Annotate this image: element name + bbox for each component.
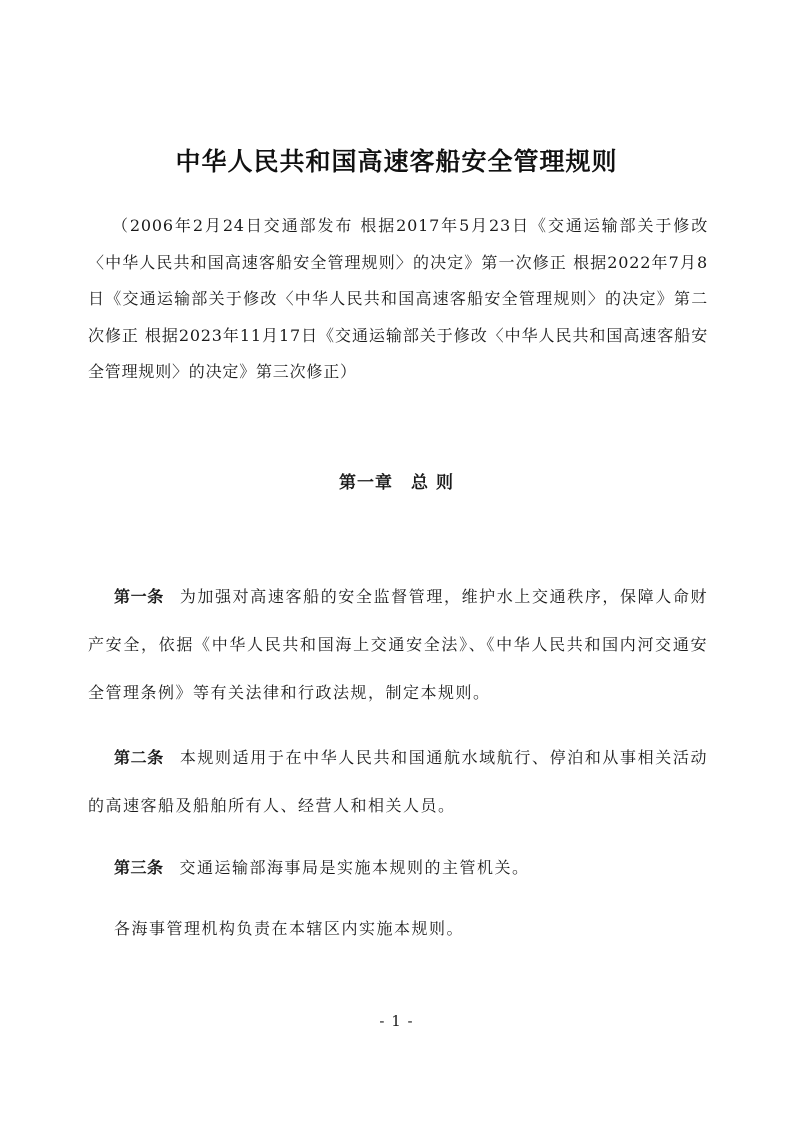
page-number: - 1 -	[379, 1012, 414, 1030]
article-label: 第一条	[114, 587, 164, 606]
article-label: 第二条	[114, 748, 164, 767]
article-text: 为加强对高速客船的安全监督管理，维护水上交通秩序，保障人命财产安全，依据《中华人民共和国海上交通安全法》、《中华人民共和国内河交通安全管理条例》等有关法律和行政法规，制定本规则。	[88, 587, 708, 702]
article-3-paragraph-2: 各海事管理机构负责在本辖区内实施本规则。	[114, 919, 465, 938]
chapter-number: 第一章	[339, 473, 394, 493]
document-title: 中华人民共和国高速客船安全管理规则	[175, 147, 618, 176]
chapter-name: 总 则	[411, 473, 454, 493]
article-label: 第三条	[114, 858, 164, 877]
chapter-heading	[0, 468, 793, 493]
article-1	[88, 573, 708, 717]
article-text: 本规则适用于在中华人民共和国通航水域航行、停泊和从事相关活动的高速客船及船舶所有人、经营人和相关人员。	[88, 748, 708, 815]
article-text: 交通运输部海事局是实施本规则的主管机关。	[179, 858, 530, 877]
article-3	[88, 844, 708, 892]
amendment-history: （2006年2月24日交通部发布 根据2017年5月23日《交通运输部关于修改〈中华人民共和国高速客船安全管理规则〉的决定》第一次修正 根据2022年7月8日《交通运输部关于修改〈中华人民共和国高速客船安全管理规则〉的决定》第二次修正 根据2023年11月17日《交通运输部关于修改〈中华人民共和国高速客船安全管理规则〉的决定》第三次修正）	[88, 216, 708, 381]
article-2	[88, 734, 708, 830]
